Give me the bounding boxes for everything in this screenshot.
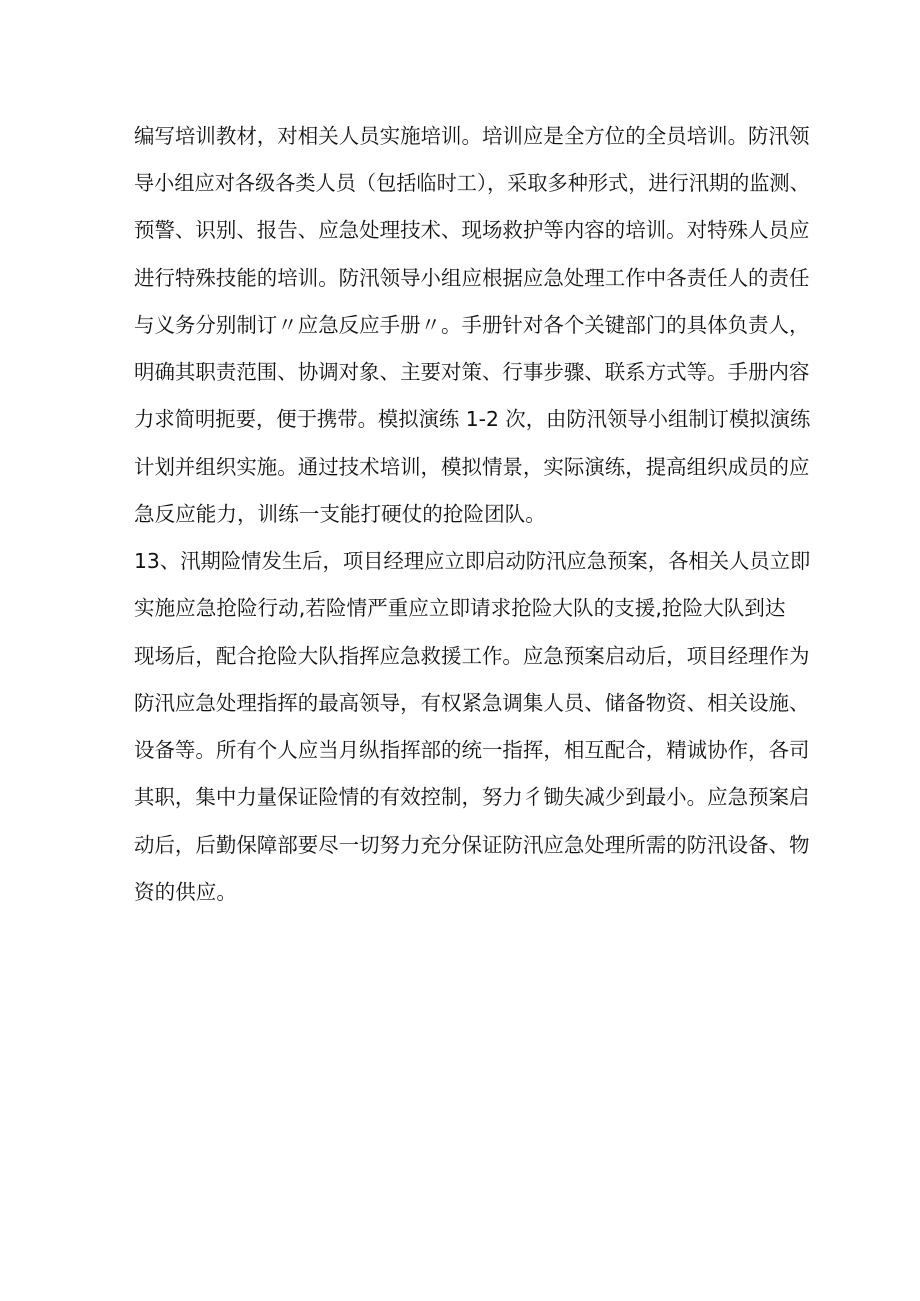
paragraph-2-line-5: 设备等。所有个人应当月纵指挥部的统一指挥，相互配合，精诚协作，各司 [134,738,810,762]
paragraph-2-line-4: 防汛应急处理指挥的最高领导，有权紧急调集人员、储备物资、相关设施、 [134,691,810,715]
paragraph-1-line-5: 与义务分别制订〃应急反应手册〃。手册针对各个关键部门的具体负责人， [134,313,810,337]
paragraph-1-line-8: 计划并组织实施。通过技术培训，模拟情景，实际演练，提高组织成员的应 [134,455,810,479]
paragraph-2-line-7: 动后，后勤保障部要尽一切努力充分保证防汛应急处理所需的防汛设备、物 [134,833,810,857]
paragraph-2-line-3: 现场后，配合抢险大队指挥应急救援工作。应急预案启动后，项目经理作为 [134,644,810,668]
paragraph-2-line-8: 资的供应。 [134,880,237,904]
paragraph-1-line-4: 进行特殊技能的培训。防汛领导小组应根据应急处理工作中各责任人的责任 [134,266,810,290]
paragraph-2-line-2: 实施应急抢险行动,若险情严重应立即请求抢险大队的支援,抢险大队到达 [134,596,786,620]
paragraph-1-line-7: 力求简明扼要，便于携带。模拟演练 1-2 次，由防汛领导小组制订模拟演练 [134,407,811,431]
paragraph-1-line-1: 编写培训教材，对相关人员实施培训。培训应是全方位的全员培训。防汛领 [134,124,810,148]
paragraph-1-line-6: 明确其职责范围、协调对象、主要对策、行事步骤、联系方式等。手册内容 [134,360,810,384]
paragraph-2-line-6: 其职，集中力量保证险情的有效控制，努力彳锄失减少到最小。应急预案启 [134,785,810,809]
paragraph-1-line-9: 急反应能力，训练一支能打硬仗的抢险团队。 [134,502,546,526]
paragraph-1-line-3: 预警、识别、报告、应急处理技术、现场救护等内容的培训。对特殊人员应 [134,218,810,242]
paragraph-1-line-2: 导小组应对各级各类人员（包括临时工），采取多种形式，进行汛期的监测、 [134,171,810,195]
paragraph-2-line-1: 13、汛期险情发生后，项目经理应立即启动防汛应急预案，各相关人员立即 [134,549,811,573]
